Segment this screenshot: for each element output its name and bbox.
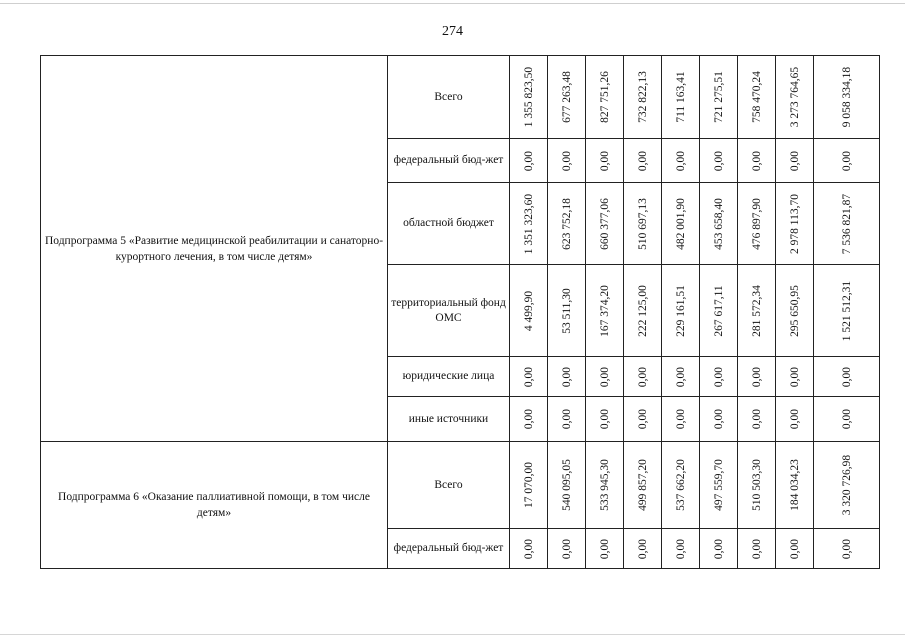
value-cell xyxy=(662,442,700,529)
value-cell xyxy=(700,265,738,357)
funding-source: территориальный фонд ОМС xyxy=(388,265,510,357)
value-cell xyxy=(776,442,814,529)
value-cell xyxy=(814,56,880,139)
value-text: 623 752,18 xyxy=(560,197,573,250)
value-text: 222 125,00 xyxy=(636,284,649,337)
value-text: 721 275,51 xyxy=(712,71,725,123)
value-text: 0,00 xyxy=(840,150,853,171)
value-cell xyxy=(814,442,880,529)
value-text: 0,00 xyxy=(750,366,763,387)
value-cell xyxy=(700,139,738,183)
value-text: 0,00 xyxy=(750,538,763,559)
value-cell xyxy=(700,56,738,139)
value-cell xyxy=(700,183,738,265)
value-text: 758 470,24 xyxy=(750,71,763,123)
value-text: 453 658,40 xyxy=(712,197,725,250)
value-text: 0,00 xyxy=(788,408,801,430)
value-cell xyxy=(586,529,624,569)
value-text: 1 351 323,60 xyxy=(522,193,535,254)
value-cell xyxy=(662,56,700,139)
value-cell xyxy=(548,56,586,139)
value-cell xyxy=(776,56,814,139)
funding-source: областной бюджет xyxy=(388,183,510,265)
table-row xyxy=(41,56,880,139)
subprogram-title: Подпрограмма 5 «Развитие медицинской реабилитации и санаторно-курортного лечения, в том числе детям» xyxy=(41,56,388,442)
value-text: 0,00 xyxy=(598,538,611,559)
value-text: 0,00 xyxy=(636,150,649,171)
value-cell xyxy=(624,442,662,529)
value-text: 0,00 xyxy=(840,408,853,430)
value-cell xyxy=(586,357,624,397)
value-text: 167 374,20 xyxy=(598,284,611,337)
value-text: 0,00 xyxy=(522,366,535,387)
value-text: 1 521 512,31 xyxy=(840,280,853,341)
value-text: 281 572,34 xyxy=(750,284,763,337)
value-text: 0,00 xyxy=(712,150,725,171)
value-cell xyxy=(662,183,700,265)
value-cell xyxy=(738,529,776,569)
value-text: 0,00 xyxy=(674,408,687,430)
value-cell xyxy=(548,442,586,529)
value-cell xyxy=(776,139,814,183)
value-text: 295 650,95 xyxy=(788,284,801,337)
value-cell xyxy=(510,397,548,442)
value-cell xyxy=(510,183,548,265)
value-cell xyxy=(738,397,776,442)
value-text: 510 503,30 xyxy=(750,459,763,511)
value-cell xyxy=(586,56,624,139)
value-text: 476 897,90 xyxy=(750,197,763,250)
value-cell xyxy=(738,56,776,139)
value-text: 0,00 xyxy=(598,408,611,430)
value-cell xyxy=(738,139,776,183)
value-text: 0,00 xyxy=(636,408,649,430)
value-text: 677 263,48 xyxy=(560,71,573,123)
value-text: 540 095,05 xyxy=(560,459,573,511)
value-cell xyxy=(814,139,880,183)
value-text: 0,00 xyxy=(750,408,763,430)
funding-source: федеральный бюд-жет xyxy=(388,529,510,569)
value-cell xyxy=(776,357,814,397)
value-text: 3 273 764,65 xyxy=(788,66,801,128)
bottom-scan-line xyxy=(0,634,905,635)
subprogram-title: Подпрограмма 6 «Оказание паллиативной помощи, в том числе детям» xyxy=(41,442,388,569)
funding-source: Всего xyxy=(388,56,510,139)
value-text: 0,00 xyxy=(674,538,687,559)
funding-source: юридические лица xyxy=(388,357,510,397)
value-cell xyxy=(776,529,814,569)
value-cell xyxy=(586,442,624,529)
value-cell xyxy=(548,265,586,357)
value-text: 0,00 xyxy=(598,150,611,171)
value-text: 827 751,26 xyxy=(598,71,611,123)
value-text: 0,00 xyxy=(560,408,573,430)
value-text: 0,00 xyxy=(712,366,725,387)
value-cell xyxy=(624,183,662,265)
value-cell xyxy=(738,265,776,357)
value-text: 0,00 xyxy=(522,150,535,171)
value-cell xyxy=(814,397,880,442)
value-cell xyxy=(700,529,738,569)
value-text: 7 536 821,87 xyxy=(840,193,853,254)
value-text: 0,00 xyxy=(712,408,725,430)
value-text: 0,00 xyxy=(560,366,573,387)
value-cell xyxy=(548,529,586,569)
top-scan-line xyxy=(0,3,905,4)
value-text: 0,00 xyxy=(840,538,853,559)
value-text: 0,00 xyxy=(560,538,573,559)
value-cell xyxy=(586,397,624,442)
value-cell xyxy=(510,139,548,183)
value-cell xyxy=(510,265,548,357)
value-text: 0,00 xyxy=(840,366,853,387)
value-text: 0,00 xyxy=(636,366,649,387)
value-cell xyxy=(738,357,776,397)
value-cell xyxy=(662,265,700,357)
funding-source: иные источники xyxy=(388,397,510,442)
value-cell xyxy=(776,397,814,442)
value-text: 711 163,41 xyxy=(674,71,687,123)
value-text: 53 511,30 xyxy=(560,287,573,334)
value-cell xyxy=(814,265,880,357)
value-cell xyxy=(776,183,814,265)
value-cell xyxy=(700,442,738,529)
value-text: 537 662,20 xyxy=(674,459,687,511)
value-cell xyxy=(738,183,776,265)
budget-table-body xyxy=(41,56,880,569)
value-text: 732 822,13 xyxy=(636,71,649,123)
value-cell xyxy=(624,529,662,569)
value-text: 267 617,11 xyxy=(712,284,725,337)
page-number: 274 xyxy=(442,24,463,39)
value-cell xyxy=(510,56,548,139)
value-cell xyxy=(624,265,662,357)
value-text: 9 058 334,18 xyxy=(840,66,853,128)
value-cell xyxy=(548,183,586,265)
value-cell xyxy=(586,183,624,265)
value-cell xyxy=(662,357,700,397)
value-cell xyxy=(624,357,662,397)
value-text: 17 070,00 xyxy=(522,462,535,508)
value-cell xyxy=(548,139,586,183)
value-text: 0,00 xyxy=(788,366,801,387)
value-text: 0,00 xyxy=(788,150,801,171)
value-text: 0,00 xyxy=(788,538,801,559)
value-cell xyxy=(776,265,814,357)
value-text: 1 355 823,50 xyxy=(522,66,535,128)
value-cell xyxy=(510,357,548,397)
value-text: 3 320 726,98 xyxy=(840,454,853,516)
value-text: 0,00 xyxy=(750,150,763,171)
value-cell xyxy=(662,139,700,183)
value-text: 0,00 xyxy=(712,538,725,559)
value-cell xyxy=(548,357,586,397)
value-cell xyxy=(700,357,738,397)
value-text: 0,00 xyxy=(674,366,687,387)
value-cell xyxy=(662,397,700,442)
value-text: 0,00 xyxy=(560,150,573,171)
value-cell xyxy=(814,183,880,265)
value-text: 497 559,70 xyxy=(712,459,725,511)
value-text: 0,00 xyxy=(522,408,535,430)
funding-source: федеральный бюд-жет xyxy=(388,139,510,183)
value-text: 533 945,30 xyxy=(598,459,611,511)
value-cell xyxy=(700,397,738,442)
value-cell xyxy=(662,529,700,569)
value-cell xyxy=(586,139,624,183)
value-cell xyxy=(510,442,548,529)
value-text: 0,00 xyxy=(598,366,611,387)
value-text: 2 978 113,70 xyxy=(788,193,801,254)
value-cell xyxy=(738,442,776,529)
value-cell xyxy=(624,397,662,442)
value-text: 660 377,06 xyxy=(598,197,611,250)
value-text: 0,00 xyxy=(522,538,535,559)
value-text: 0,00 xyxy=(674,150,687,171)
value-text: 229 161,51 xyxy=(674,284,687,337)
value-text: 4 499,90 xyxy=(522,290,535,331)
value-text: 184 034,23 xyxy=(788,459,801,511)
value-text: 0,00 xyxy=(636,538,649,559)
value-cell xyxy=(814,357,880,397)
value-text: 510 697,13 xyxy=(636,197,649,250)
value-cell xyxy=(510,529,548,569)
value-cell xyxy=(624,56,662,139)
value-text: 482 001,90 xyxy=(674,197,687,250)
value-text: 499 857,20 xyxy=(636,459,649,511)
value-cell xyxy=(548,397,586,442)
value-cell xyxy=(624,139,662,183)
table-row xyxy=(41,442,880,529)
value-cell xyxy=(814,529,880,569)
funding-source: Всего xyxy=(388,442,510,529)
value-cell xyxy=(586,265,624,357)
budget-table xyxy=(40,55,880,569)
